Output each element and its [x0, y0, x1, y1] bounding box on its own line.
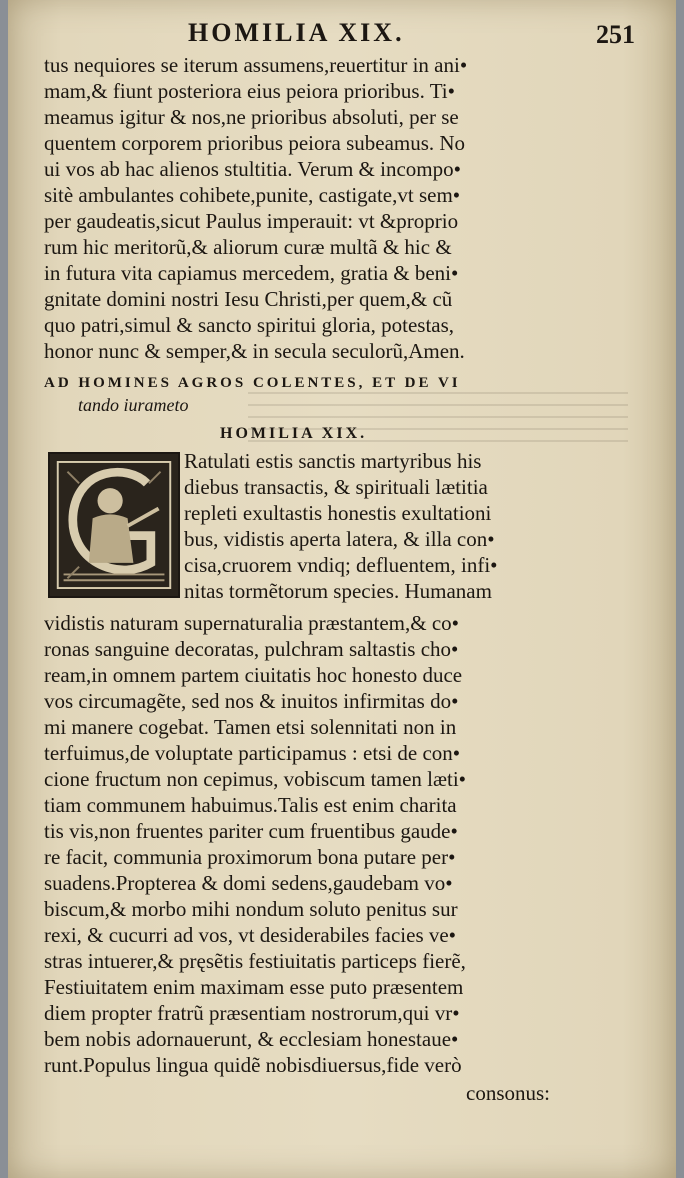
text-line: per gaudeatis,sicut Paulus imperauit: vt &proprio [44, 209, 459, 233]
page-header [8, 16, 676, 52]
text-line: mam,& fiunt posteriora eius peiora prioribus. Ti• [44, 79, 455, 103]
text-line: vidistis naturam supernaturalia præstantem,& co• [44, 611, 460, 635]
text-line: bem nobis adornauerunt, & ecclesiam honestaue• [44, 1027, 459, 1051]
body-paragraph [44, 610, 592, 1078]
running-head: HOMILIA XIX. [188, 18, 405, 47]
text-line: repleti exultastis honestis exultationi [184, 501, 492, 525]
text-line: Ratulati estis sanctis martyribus his [184, 449, 482, 473]
text-line: tiam communem habuimus.Talis est enim charita [44, 793, 457, 817]
text-line: bus, vidistis aperta latera, & illa con• [184, 527, 495, 551]
text-line: cione fructum non cepimus, vobiscum tamen læti• [44, 767, 467, 791]
text-line: gnitate domini nostri Iesu Christi,per quem,& cũ [44, 287, 453, 311]
woodcut-initial-icon [50, 454, 178, 596]
text-line: cisa,cruorem vndiq; defluentem, infi• [184, 553, 498, 577]
catchword: consonus: [466, 1081, 550, 1105]
section-heading-line1: AD HOMINES AGROS COLENTES, ET DE VI [44, 375, 461, 391]
text-line: terfuimus,de voluptate participamus : etsi de con• [44, 741, 461, 765]
text-line: nitas tormẽtorum species. Humanam [184, 579, 492, 603]
text-line: vos circumagẽte, sed nos & inuitos infirmitas do• [44, 689, 459, 713]
text-line: honor nunc & semper,& in secula seculorũ,Amen. [44, 339, 465, 363]
text-line: tis vis,non fruentes pariter cum fruentibus gaude• [44, 819, 458, 843]
text-line: runt.Populus lingua quidẽ nobisdiuersus,fide verò [44, 1053, 462, 1077]
text-line: rexi, & cucurri ad vos, vt desiderabiles facies ve• [44, 923, 457, 947]
folio-number: 251 [596, 20, 635, 49]
text-line: ronas sanguine decoratas, pulchram saltastis cho• [44, 637, 459, 661]
section-heading-line2: tando iurameto [78, 395, 189, 415]
text-line: suadens.Propterea & domi sedens,gaudebam vo• [44, 871, 453, 895]
text-line: quo patri,simul & sancto spiritui gloria, potestas, [44, 313, 455, 337]
text-line: rum hic meritorũ,& aliorum curæ multã & hic & [44, 235, 452, 259]
homily-title: HOMILIA XIX. [220, 425, 368, 442]
text-line: in futura vita capiamus mercedem, gratia & beni• [44, 261, 459, 285]
text-line: ream,in omnem partem ciuitatis hoc honesto duce [44, 663, 463, 687]
text-line: tus nequiores se iterum assumens,reuertitur in ani• [44, 53, 468, 77]
text-line: re facit, communia proximorum bona putare per• [44, 845, 456, 869]
text-line: diebus transactis, & spirituali lætitia [184, 475, 488, 499]
indented-paragraph [184, 448, 596, 604]
text-line: biscum,& morbo mihi nondum soluto penitus sur [44, 897, 458, 921]
decorated-initial-icon [48, 452, 180, 598]
text-line: meamus igitur & nos,ne prioribus absoluti, per se [44, 105, 459, 129]
top-paragraph [44, 52, 592, 364]
text-line: quentem corporem prioribus peiora subeamus. No [44, 131, 466, 155]
text-line: diem propter fratrũ præsentiam nostrorum,qui vr• [44, 1001, 460, 1025]
section-heading [44, 372, 604, 416]
text-line: mi manere cogebat. Tamen etsi solennitati non in [44, 715, 457, 739]
book-page [8, 0, 676, 1178]
text-line: Festiuitatem enim maximam esse puto præsentem [44, 975, 464, 999]
text-line: stras intuerer,& pręsẽtis festiuitatis particeps fierẽ, [44, 949, 466, 973]
text-line: sitè ambulantes cohibete,punite, castigate,vt sem• [44, 183, 461, 207]
text-line: ui vos ab hac alienos stultitia. Verum & incompo• [44, 157, 461, 181]
